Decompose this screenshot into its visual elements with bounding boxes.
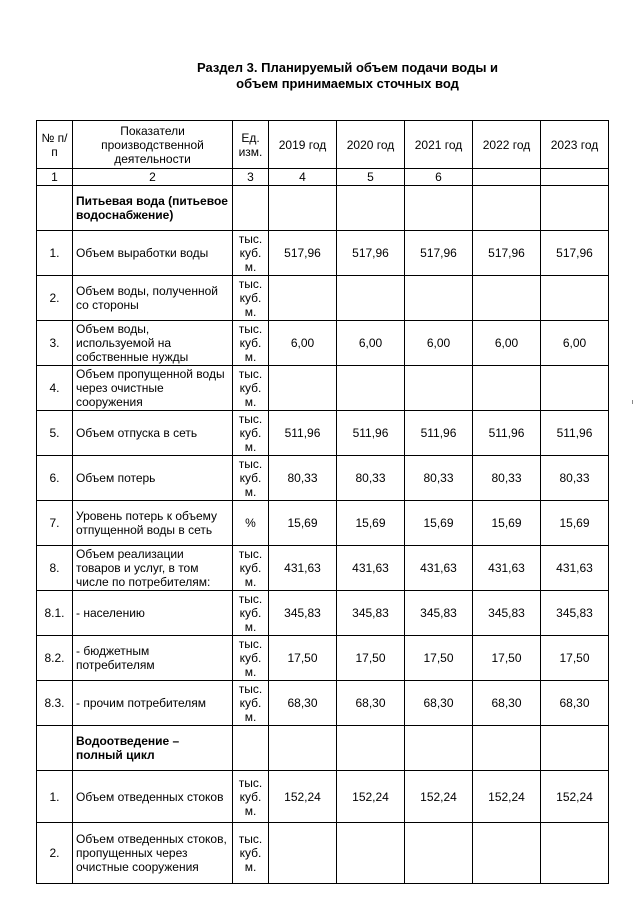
row-unit: тыс. куб. м. — [233, 546, 269, 591]
row-value: 68,30 — [405, 681, 473, 726]
row-unit: тыс. куб. м. — [233, 591, 269, 636]
row-value: 6,00 — [337, 321, 405, 366]
row-indicator: Объем воды, полученной со стороны — [73, 276, 233, 321]
table-row — [37, 366, 609, 411]
row-value: 6,00 — [541, 321, 609, 366]
row-value: 517,96 — [337, 231, 405, 276]
table-row — [37, 823, 609, 884]
empty-cell — [337, 726, 405, 771]
row-value — [269, 366, 337, 411]
empty-cell — [405, 726, 473, 771]
empty-cell — [337, 186, 405, 231]
column-number: 1 — [37, 169, 73, 186]
row-value: 15,69 — [269, 501, 337, 546]
row-indicator: Объем реализации товаров и услуг, в том числе по потребителям: — [73, 546, 233, 591]
row-value — [473, 366, 541, 411]
row-value: 15,69 — [405, 501, 473, 546]
column-numbers-row — [37, 169, 609, 186]
table-row — [37, 591, 609, 636]
row-value: 17,50 — [473, 636, 541, 681]
row-unit: тыс. куб. м. — [233, 231, 269, 276]
row-number: 6. — [37, 456, 73, 501]
row-value: 6,00 — [473, 321, 541, 366]
empty-cell — [37, 726, 73, 771]
row-value: 511,96 — [337, 411, 405, 456]
row-value: 511,96 — [405, 411, 473, 456]
row-value: 511,96 — [473, 411, 541, 456]
row-value: 511,96 — [269, 411, 337, 456]
row-value — [541, 823, 609, 884]
row-number: 5. — [37, 411, 73, 456]
row-indicator: - бюджетным потребителям — [73, 636, 233, 681]
row-indicator: - населению — [73, 591, 233, 636]
row-value: 517,96 — [405, 231, 473, 276]
section-heading: Питьевая вода (питьевое водоснабжение) — [73, 186, 233, 231]
row-value: 68,30 — [473, 681, 541, 726]
row-unit: тыс. куб. м. — [233, 321, 269, 366]
table-row — [37, 681, 609, 726]
row-value — [541, 366, 609, 411]
empty-cell — [405, 186, 473, 231]
row-unit: тыс. куб. м. — [233, 456, 269, 501]
row-value: 6,00 — [269, 321, 337, 366]
title-line-2: объем принимаемых сточных вод — [236, 76, 459, 91]
row-value: 68,30 — [337, 681, 405, 726]
section-heading: Водоотведение – полный цикл — [73, 726, 233, 771]
row-value — [337, 366, 405, 411]
empty-cell — [541, 186, 609, 231]
row-value: 431,63 — [269, 546, 337, 591]
row-value: 80,33 — [473, 456, 541, 501]
table-row — [37, 411, 609, 456]
row-value: 6,00 — [405, 321, 473, 366]
row-indicator: - прочим потребителям — [73, 681, 233, 726]
row-number: 8. — [37, 546, 73, 591]
row-value: 431,63 — [337, 546, 405, 591]
row-value — [541, 276, 609, 321]
row-unit: тыс. куб. м. — [233, 276, 269, 321]
empty-cell — [233, 726, 269, 771]
header-year: 2020 год — [337, 121, 405, 169]
header-unit: Ед. изм. — [233, 121, 269, 169]
row-value — [405, 366, 473, 411]
row-indicator: Объем потерь — [73, 456, 233, 501]
row-value: 80,33 — [541, 456, 609, 501]
empty-cell — [541, 726, 609, 771]
margin-mark — [632, 400, 633, 404]
header-indicator: Показатели производственной деятельности — [73, 121, 233, 169]
row-value: 15,69 — [337, 501, 405, 546]
row-number: 4. — [37, 366, 73, 411]
row-unit: тыс. куб. м. — [233, 681, 269, 726]
row-value: 517,96 — [473, 231, 541, 276]
row-value: 431,63 — [405, 546, 473, 591]
row-value — [269, 276, 337, 321]
row-value — [337, 823, 405, 884]
row-indicator: Объем отпуска в сеть — [73, 411, 233, 456]
row-value: 68,30 — [269, 681, 337, 726]
empty-cell — [233, 186, 269, 231]
row-value: 517,96 — [541, 231, 609, 276]
row-unit: тыс. куб. м. — [233, 771, 269, 823]
row-indicator: Объем выработки воды — [73, 231, 233, 276]
empty-cell — [37, 186, 73, 231]
row-unit: тыс. куб. м. — [233, 411, 269, 456]
header-year: 2019 год — [269, 121, 337, 169]
row-number: 8.2. — [37, 636, 73, 681]
table-row — [37, 321, 609, 366]
column-number: 3 — [233, 169, 269, 186]
row-value: 511,96 — [541, 411, 609, 456]
row-unit: тыс. куб. м. — [233, 823, 269, 884]
row-value: 80,33 — [269, 456, 337, 501]
row-number: 2. — [37, 276, 73, 321]
row-unit: тыс. куб. м. — [233, 636, 269, 681]
section-row-drinking-water — [37, 186, 609, 231]
row-indicator: Уровень потерь к объему отпущенной воды в сеть — [73, 501, 233, 546]
table-row — [37, 546, 609, 591]
row-value: 17,50 — [405, 636, 473, 681]
empty-cell — [269, 186, 337, 231]
column-number: 2 — [73, 169, 233, 186]
row-value: 17,50 — [541, 636, 609, 681]
empty-cell — [269, 726, 337, 771]
row-value: 431,63 — [473, 546, 541, 591]
row-value: 345,83 — [405, 591, 473, 636]
row-unit: тыс. куб. м. — [233, 366, 269, 411]
empty-cell — [473, 186, 541, 231]
row-value: 15,69 — [541, 501, 609, 546]
row-value: 345,83 — [473, 591, 541, 636]
table-row — [37, 456, 609, 501]
column-number: 5 — [337, 169, 405, 186]
indicators-table — [36, 120, 609, 884]
row-value: 345,83 — [541, 591, 609, 636]
row-value — [473, 823, 541, 884]
row-indicator: Объем отведенных стоков — [73, 771, 233, 823]
table-row — [37, 501, 609, 546]
table-row — [37, 771, 609, 823]
row-unit: % — [233, 501, 269, 546]
row-value: 15,69 — [473, 501, 541, 546]
row-number: 8.3. — [37, 681, 73, 726]
row-value — [405, 823, 473, 884]
row-number: 1. — [37, 231, 73, 276]
table-row — [37, 636, 609, 681]
row-value: 152,24 — [473, 771, 541, 823]
row-value — [405, 276, 473, 321]
table-row — [37, 276, 609, 321]
row-value: 17,50 — [269, 636, 337, 681]
row-indicator: Объем отведенных стоков, пропущенных через очистные сооружения — [73, 823, 233, 884]
row-value — [269, 823, 337, 884]
header-year: 2021 год — [405, 121, 473, 169]
row-value: 152,24 — [269, 771, 337, 823]
header-year: 2022 год — [473, 121, 541, 169]
row-value: 152,24 — [405, 771, 473, 823]
column-number: 4 — [269, 169, 337, 186]
title-line-1: Раздел 3. Планируемый объем подачи воды и — [196, 60, 499, 75]
row-indicator: Объем воды, используемой на собственные нужды — [73, 321, 233, 366]
table-row — [37, 231, 609, 276]
table-body — [37, 121, 609, 884]
column-number: 6 — [405, 169, 473, 186]
empty-cell — [473, 726, 541, 771]
column-number — [541, 169, 609, 186]
row-value — [337, 276, 405, 321]
row-value: 345,83 — [337, 591, 405, 636]
row-number: 7. — [37, 501, 73, 546]
row-value: 152,24 — [337, 771, 405, 823]
section-title — [0, 60, 640, 92]
row-value: 80,33 — [337, 456, 405, 501]
row-indicator: Объем пропущенной воды через очистные сооружения — [73, 366, 233, 411]
row-number: 8.1. — [37, 591, 73, 636]
row-number: 1. — [37, 771, 73, 823]
header-num: № п/п — [37, 121, 73, 169]
row-value — [473, 276, 541, 321]
row-value: 152,24 — [541, 771, 609, 823]
row-value: 517,96 — [269, 231, 337, 276]
row-value: 345,83 — [269, 591, 337, 636]
row-number: 2. — [37, 823, 73, 884]
header-row — [37, 121, 609, 169]
row-value: 17,50 — [337, 636, 405, 681]
row-number: 3. — [37, 321, 73, 366]
header-year: 2023 год — [541, 121, 609, 169]
row-value: 431,63 — [541, 546, 609, 591]
section-row-wastewater — [37, 726, 609, 771]
row-value: 80,33 — [405, 456, 473, 501]
row-value: 68,30 — [541, 681, 609, 726]
column-number — [473, 169, 541, 186]
